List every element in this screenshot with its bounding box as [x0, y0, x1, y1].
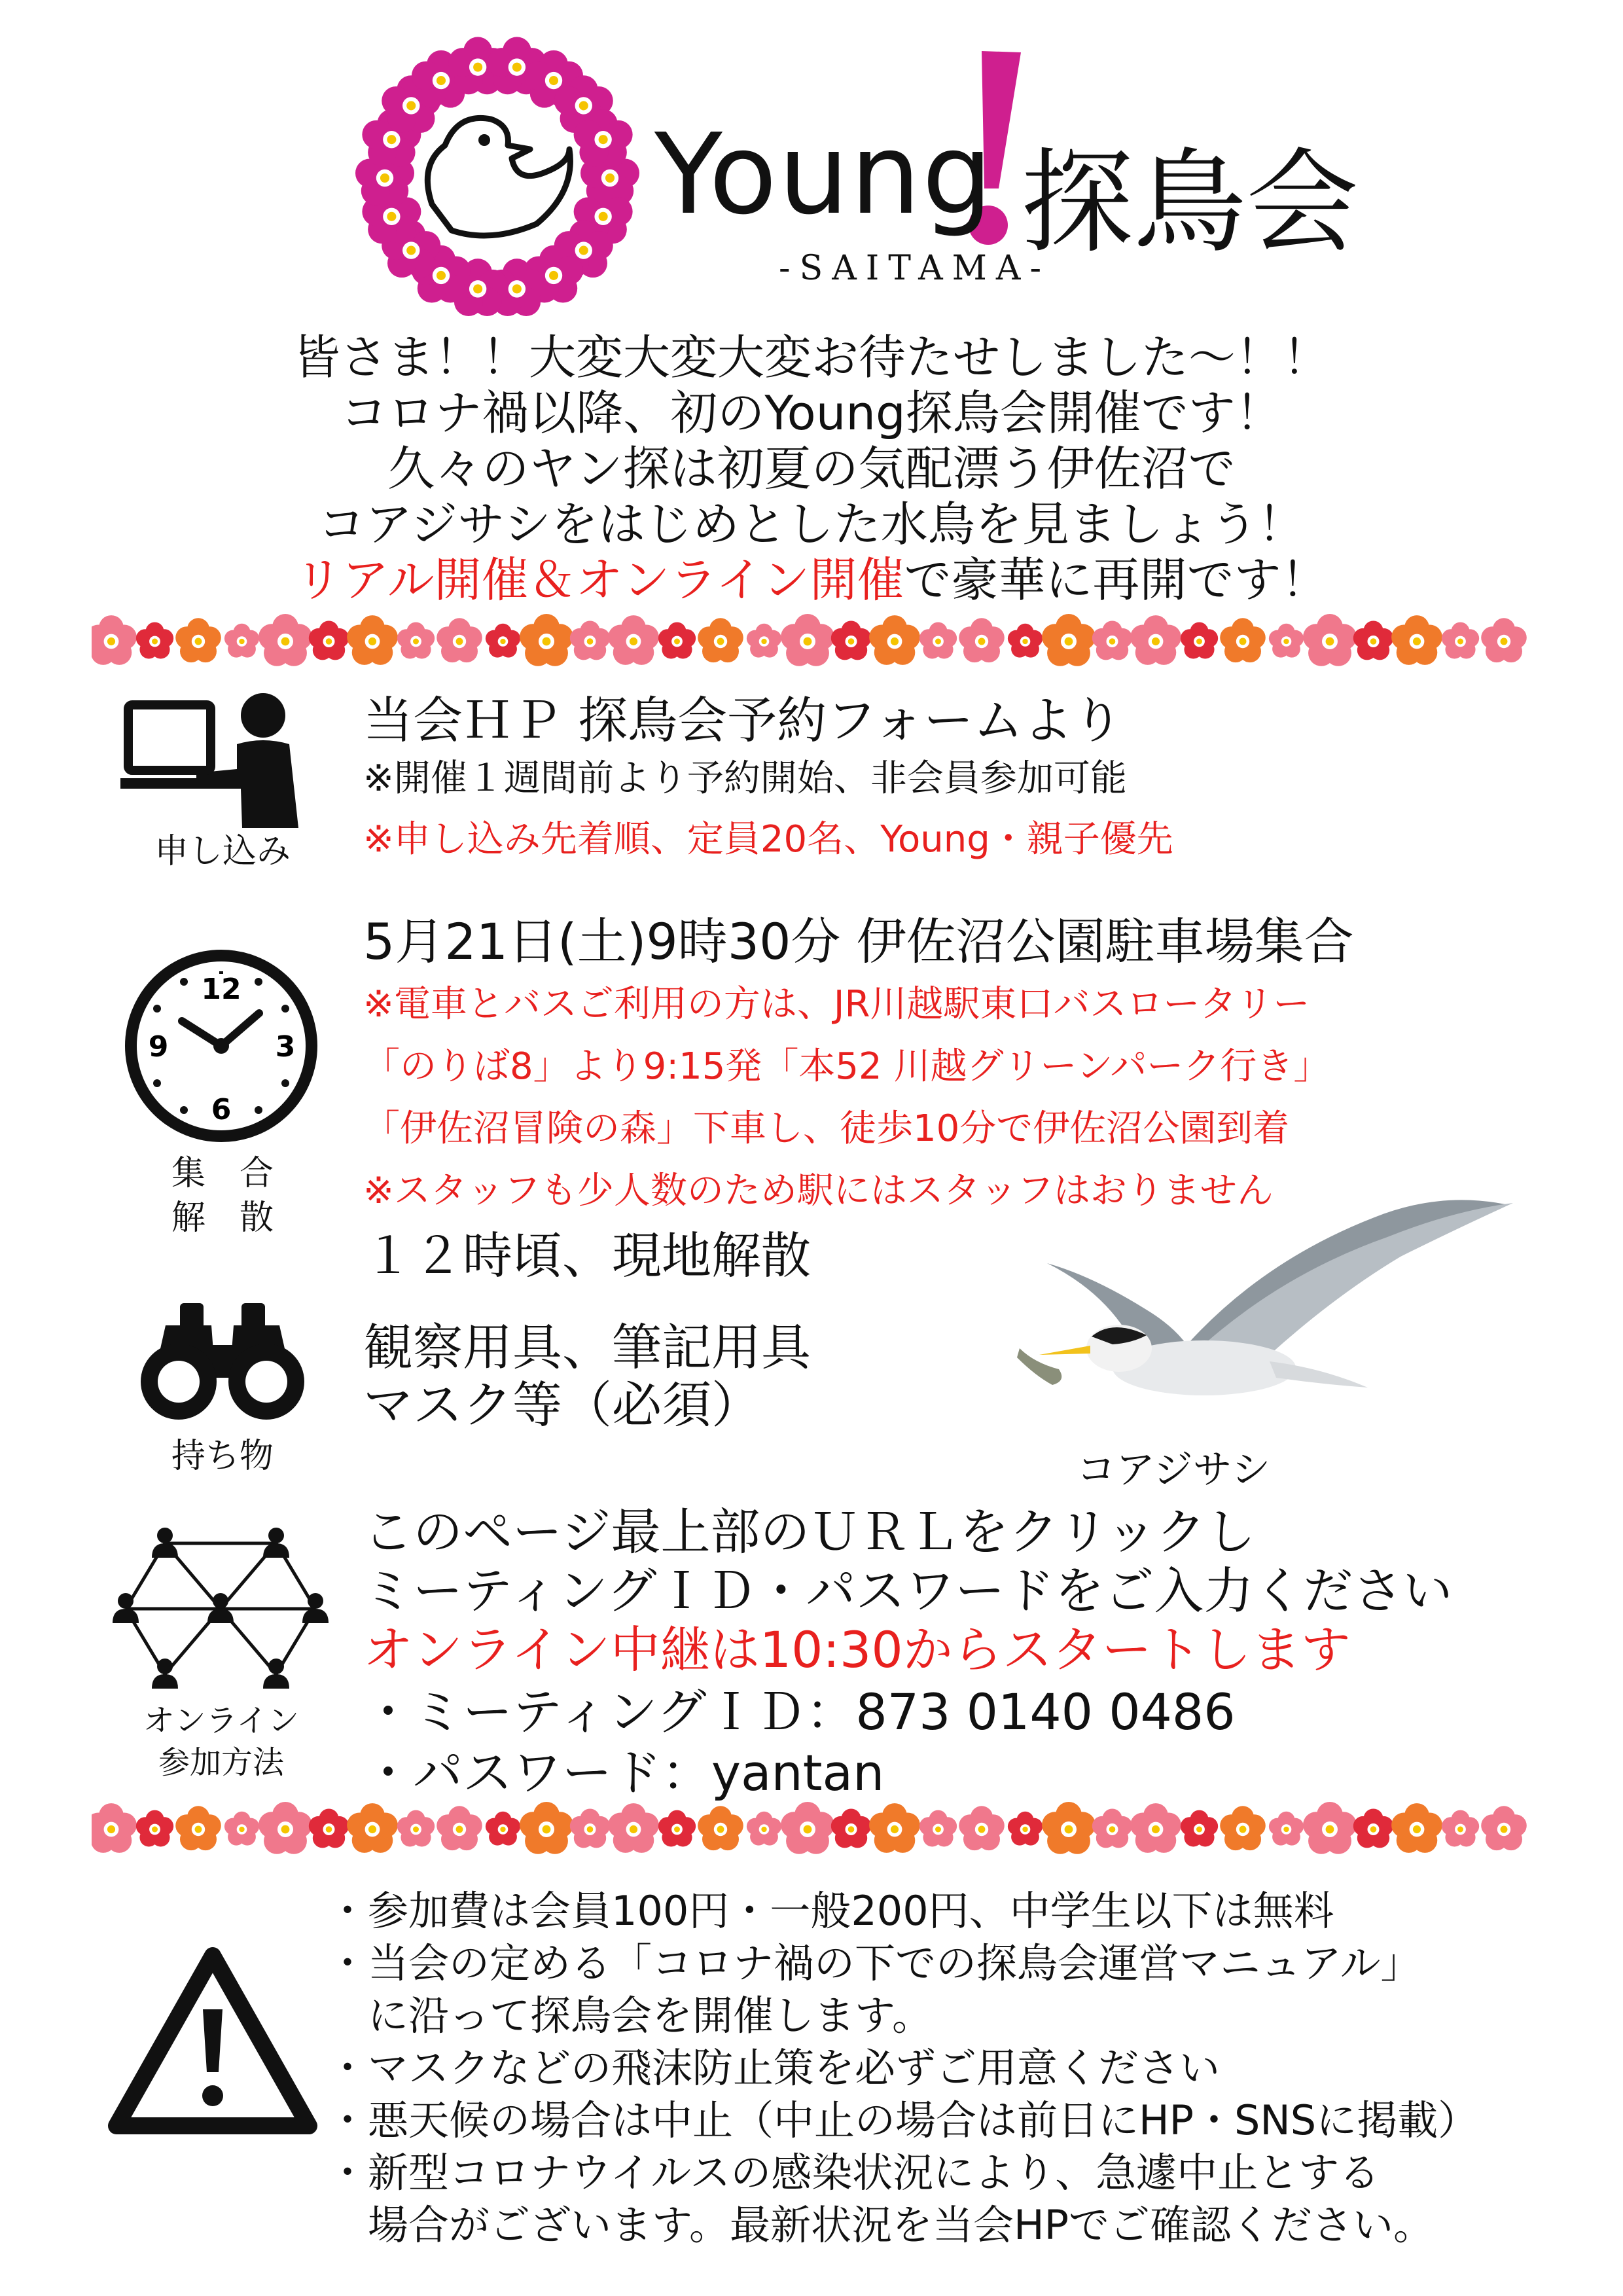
intro-line-4: コアジサシをはじめとした水鳥を見ましょう！	[318, 497, 1305, 552]
network-people-icon	[113, 1517, 329, 1700]
online-label-2: 参加方法	[158, 1744, 284, 1781]
online-line-1: このページ最上部のＵＲＬをクリックし	[363, 1503, 1256, 1561]
apply-title: 当会ＨＰ 探鳥会予約フォームより	[363, 691, 1123, 749]
logo-subtitle: -SAITAMA-	[779, 249, 1051, 288]
online-line-2: ミーティングＩＤ・パスワードをご入力ください	[363, 1562, 1453, 1620]
meeting-password: ・パスワード：yantan	[363, 1744, 885, 1802]
intro-line-1: 皆さま！！大変大変大変お待たせしました～！！	[293, 330, 1330, 385]
intro-line-5	[0, 553, 1623, 607]
logo-name-jp: 探鳥会	[1021, 137, 1359, 268]
items-line-2: マスク等（必須）	[363, 1376, 761, 1434]
meet-label-1: 集 合	[171, 1154, 274, 1193]
warning-icon	[105, 1944, 321, 2140]
meet-note-2: 「のりば8」より9:15発「本52 川越グリーンパーク行き」	[363, 1045, 1330, 1088]
logo-name-en: Young	[654, 110, 994, 240]
intro-highlight: リアル開催＆オンライン開催	[294, 552, 904, 607]
meeting-id: ・ミーティングＩＤ：873 0140 0486	[363, 1683, 1236, 1741]
clock-number-6: 6	[211, 1093, 232, 1126]
items-label: 持ち物	[171, 1437, 274, 1476]
meet-note-3: 「伊佐沼冒険の森」下車し、徒歩10分で伊佐沼公園到着	[363, 1107, 1290, 1150]
online-start-time: オンライン中継は10:30からスタートします	[363, 1621, 1351, 1679]
intro-line-2: コロナ禍以降、初のYoung探鳥会開催です！	[340, 386, 1283, 440]
online-label-1: オンライン	[143, 1702, 300, 1739]
least-tern-photo	[982, 1191, 1531, 1440]
meet-label-2: 解 散	[171, 1198, 274, 1238]
clock-number-3: 3	[275, 1030, 296, 1064]
intro-line-5-rest: で豪華に再開です！	[904, 552, 1329, 607]
note-item: に沿って探鳥会を開催します。	[327, 1992, 933, 2039]
flower-divider-bottom	[92, 1797, 1544, 1862]
meet-note-1: ※電車とバスご利用の方は、JR川越駅東口バスロータリー	[363, 983, 1310, 1026]
notes-list	[327, 1885, 1478, 2251]
note-item: ・マスクなどの飛沫防止策を必ずご用意ください	[327, 2044, 1221, 2092]
meet-title: 5月21日(土)9時30分 伊佐沼公園駐車場集合	[363, 912, 1354, 971]
note-item: ・参加費は会員100円・一般200円、中学生以下は無料	[327, 1887, 1334, 1935]
meet-note-4: ※スタッフも少人数のため駅にはスタッフはおりません	[363, 1170, 1274, 1212]
binoculars-icon	[134, 1299, 311, 1424]
note-item: ・悪天候の場合は中止（中止の場合は前日にHP・SNSに掲載）	[327, 2096, 1479, 2144]
apply-label: 申し込み	[154, 832, 291, 871]
clock-number-9: 9	[148, 1030, 169, 1064]
clock-number-12: 12	[201, 973, 241, 1006]
dismiss-text: １２時頃、現地解散	[363, 1227, 811, 1285]
bird-caption: コアジサシ	[1077, 1447, 1271, 1493]
logo-wreath-icon	[353, 34, 641, 322]
note-item: ・新型コロナウイルスの感染状況により、急遽中止とする	[327, 2149, 1380, 2197]
note-item: 場合がございます。最新状況を当会HPでご確認ください。	[327, 2201, 1435, 2249]
clock-icon	[123, 948, 319, 1144]
note-item: ・当会の定める「コロナ禍の下での探鳥会運営マニュアル」	[327, 1939, 1421, 1987]
apply-note: ※開催１週間前より予約開始、非会員参加可能	[363, 757, 1127, 800]
apply-note-red: ※申し込み先着順、定員20名、Young・親子優先	[363, 818, 1173, 861]
intro-line-3: 久々のヤン探は初夏の気配漂う伊佐沼で	[387, 441, 1236, 496]
items-line-1: 観察用具、筆記用具	[363, 1318, 811, 1376]
flower-divider-top	[92, 609, 1544, 674]
computer-user-icon	[118, 691, 308, 828]
